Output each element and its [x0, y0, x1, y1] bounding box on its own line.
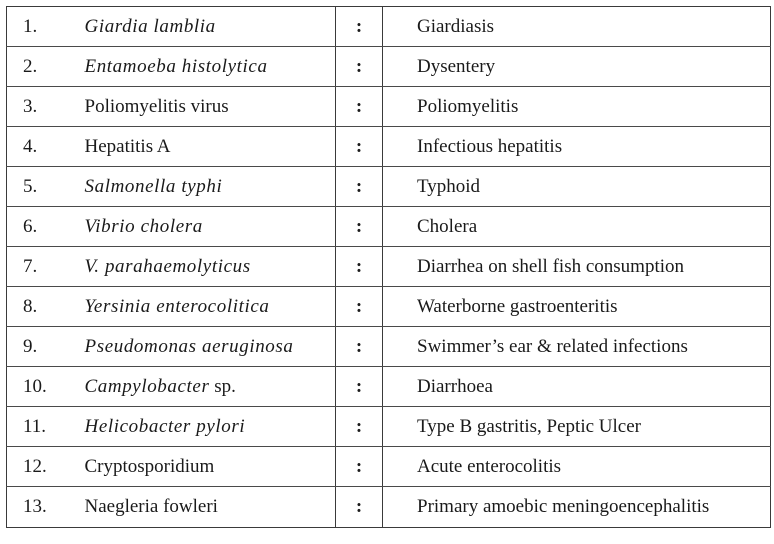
table-row [7, 7, 771, 47]
disease-name: Acute enterocolitis [383, 447, 771, 487]
table-row [7, 207, 771, 247]
separator-colon: : [336, 167, 383, 207]
disease-name: Dysentery [383, 47, 771, 87]
row-number: 8. [7, 287, 72, 327]
organism-name: Yersinia enterocolitica [72, 287, 336, 327]
organism-name: Hepatitis A [72, 127, 336, 167]
separator-colon: : [336, 287, 383, 327]
row-number: 2. [7, 47, 72, 87]
disease-name: Type B gastritis, Peptic Ulcer [383, 407, 771, 447]
table-row [7, 287, 771, 327]
organism-name: Vibrio cholera [72, 207, 336, 247]
table-row [7, 327, 771, 367]
separator-colon: : [336, 367, 383, 407]
table-row [7, 167, 771, 207]
table-row [7, 447, 771, 487]
disease-name: Typhoid [383, 167, 771, 207]
organism-name: Poliomyelitis virus [72, 87, 336, 127]
disease-name: Diarrhea on shell fish consumption [383, 247, 771, 287]
table-body [7, 7, 771, 528]
row-number: 1. [7, 7, 72, 47]
separator-colon: : [336, 327, 383, 367]
row-number: 10. [7, 367, 72, 407]
row-number: 5. [7, 167, 72, 207]
row-number: 6. [7, 207, 72, 247]
organism-name: Entamoeba histolytica [72, 47, 336, 87]
table-row [7, 407, 771, 447]
separator-colon: : [336, 447, 383, 487]
organism-cell [72, 367, 336, 407]
organism-name: Helicobacter pylori [72, 407, 336, 447]
row-number: 7. [7, 247, 72, 287]
separator-colon: : [336, 7, 383, 47]
separator-colon: : [336, 47, 383, 87]
row-number: 11. [7, 407, 72, 447]
disease-name: Waterborne gastroenteritis [383, 287, 771, 327]
row-number: 13. [7, 487, 72, 528]
row-number: 12. [7, 447, 72, 487]
separator-colon: : [336, 407, 383, 447]
disease-name: Cholera [383, 207, 771, 247]
table-row [7, 127, 771, 167]
row-number: 4. [7, 127, 72, 167]
table-row [7, 47, 771, 87]
separator-colon: : [336, 207, 383, 247]
organism-name: Campylobacter [84, 375, 210, 397]
disease-name: Primary amoebic meningoencephalitis [383, 487, 771, 528]
disease-name: Swimmer’s ear & related infections [383, 327, 771, 367]
pathogen-disease-table [6, 6, 771, 528]
separator-colon: : [336, 127, 383, 167]
table-row [7, 487, 771, 528]
separator-colon: : [336, 247, 383, 287]
table-row [7, 367, 771, 407]
separator-colon: : [336, 487, 383, 528]
disease-name: Giardiasis [383, 7, 771, 47]
organism-suffix: sp. [209, 375, 236, 397]
organism-name: Salmonella typhi [72, 167, 336, 207]
organism-name: V. parahaemolyticus [72, 247, 336, 287]
disease-name: Poliomyelitis [383, 87, 771, 127]
organism-name: Naegleria fowleri [72, 487, 336, 528]
disease-name: Diarrhoea [383, 367, 771, 407]
organism-name: Cryptosporidium [72, 447, 336, 487]
organism-name: Giardia lamblia [72, 7, 336, 47]
organism-name: Pseudomonas aeruginosa [72, 327, 336, 367]
row-number: 3. [7, 87, 72, 127]
table-row [7, 247, 771, 287]
separator-colon: : [336, 87, 383, 127]
table-row [7, 87, 771, 127]
row-number: 9. [7, 327, 72, 367]
disease-name: Infectious hepatitis [383, 127, 771, 167]
